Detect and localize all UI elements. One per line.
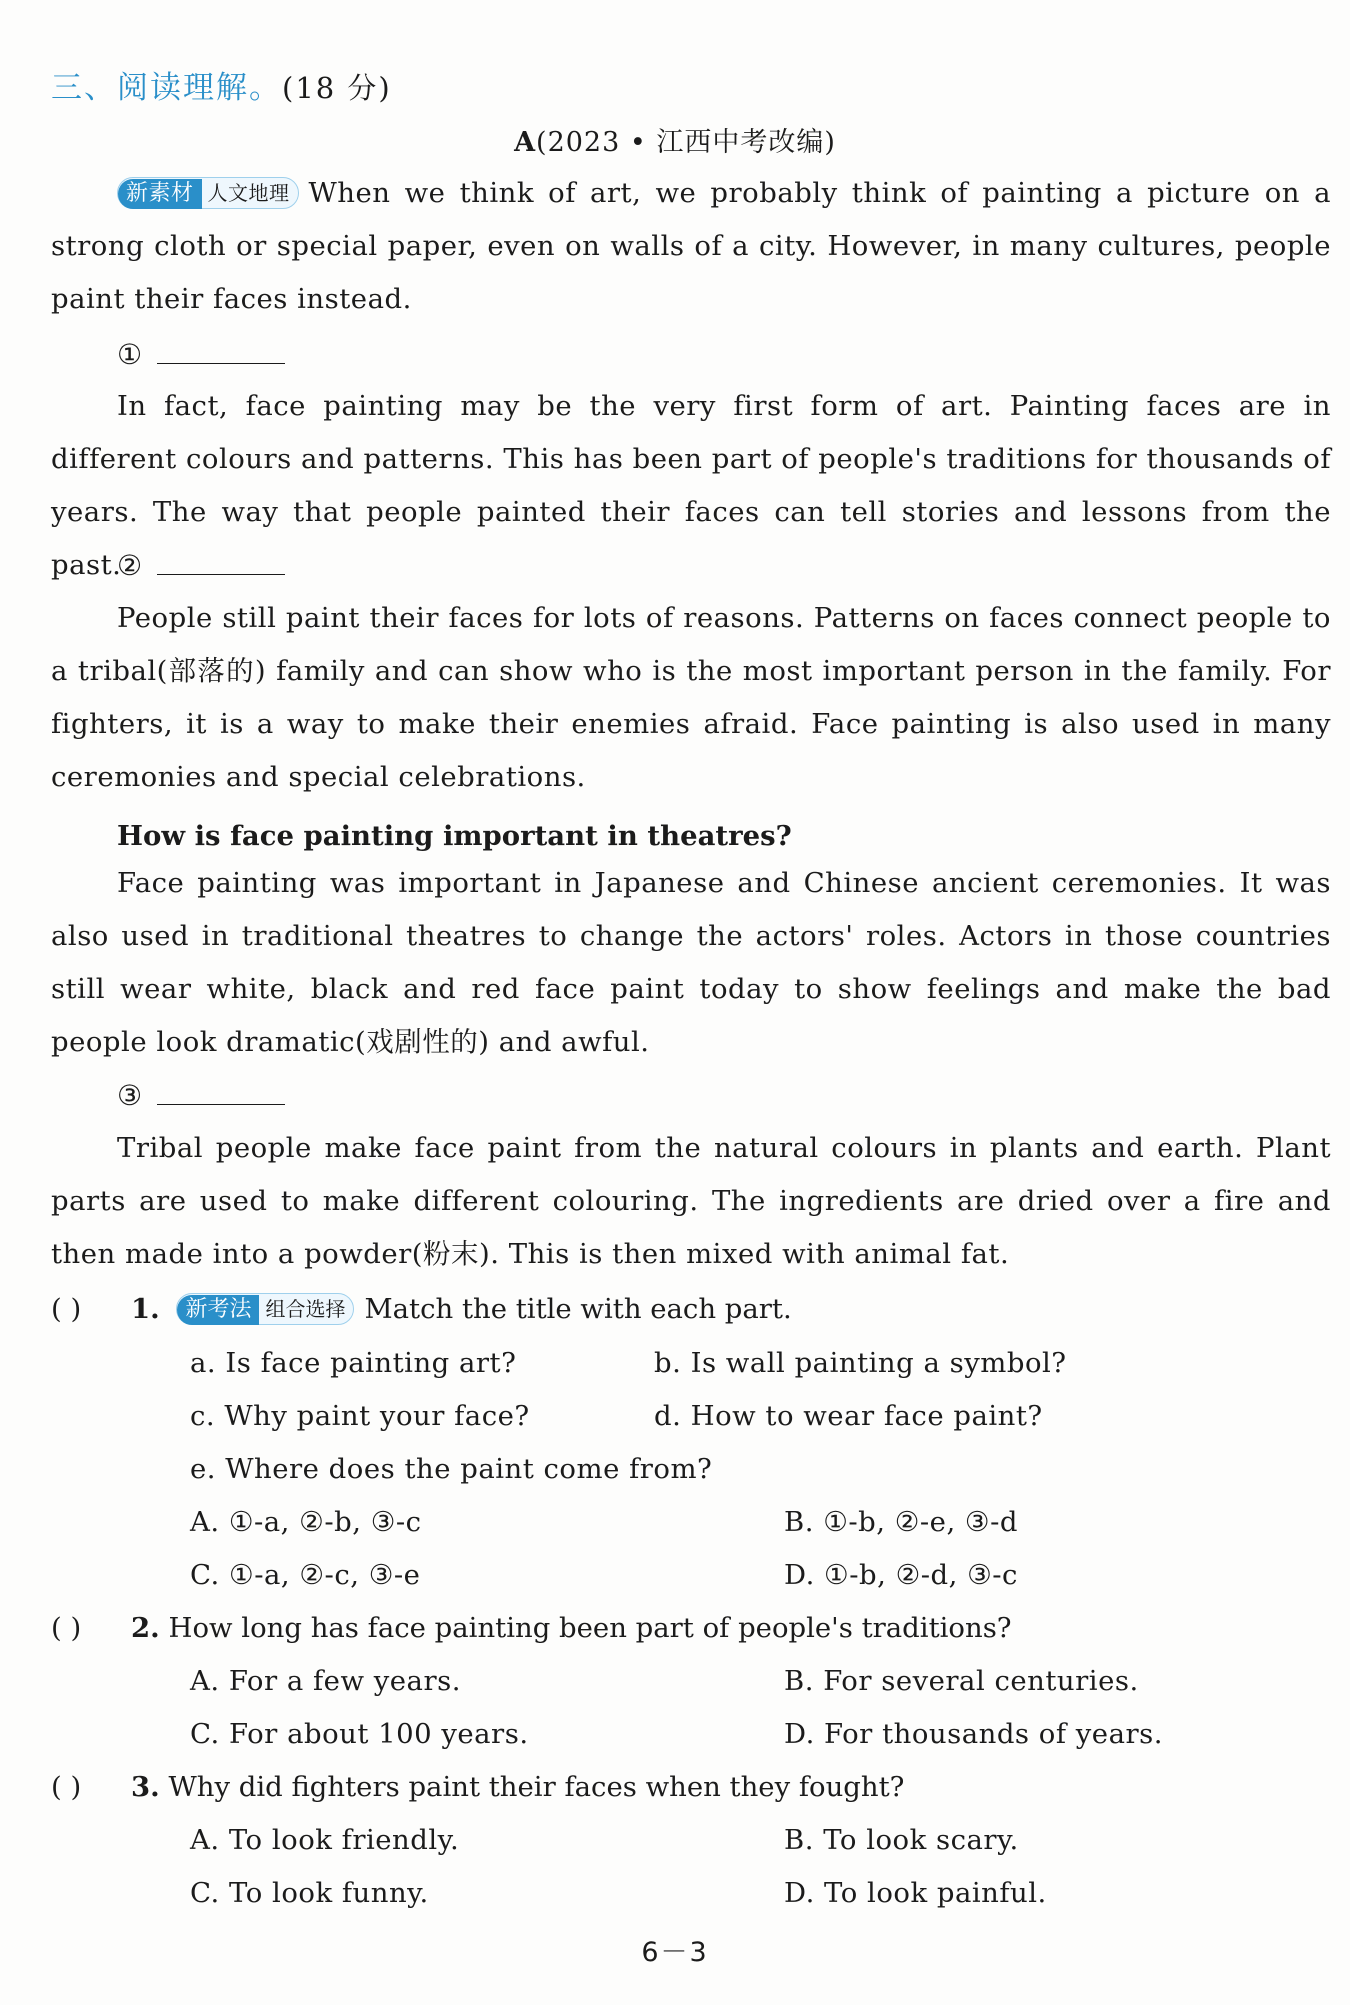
method-tag-head: 新考法 bbox=[177, 1295, 259, 1325]
paragraph-5-text: Tribal people make face paint from the natural colours in plants and earth. Plant parts are used to make different colouring. The ingredients are dried over a fire and then made into a powder(粉末). This is then mixed with animal fat. bbox=[51, 1132, 1331, 1270]
paragraph-1 bbox=[51, 167, 1331, 326]
question-2-number: 2. bbox=[131, 1612, 160, 1644]
question-3-number: 3. bbox=[131, 1771, 160, 1803]
q3-option-c[interactable]: C. To look funny. bbox=[190, 1877, 429, 1909]
question-1 bbox=[51, 1283, 792, 1336]
answer-box-1[interactable]: ( ) bbox=[51, 1293, 82, 1325]
blank-2 bbox=[117, 546, 285, 586]
page-number: 6－3 bbox=[641, 1937, 709, 1968]
section-score: (18 分) bbox=[282, 71, 392, 105]
question-2 bbox=[51, 1602, 1012, 1655]
q1-title-e: e. Where does the paint come from? bbox=[190, 1453, 713, 1485]
blank-1-line[interactable] bbox=[157, 341, 285, 364]
q2-option-c[interactable]: C. For about 100 years. bbox=[190, 1718, 529, 1750]
blank-1-number: ① bbox=[117, 338, 143, 371]
passage-source: (2023 • 江西中考改编) bbox=[536, 127, 836, 158]
q2-option-a[interactable]: A. For a few years. bbox=[190, 1665, 461, 1697]
method-tag-label: 组合选择 bbox=[265, 1297, 346, 1321]
method-tag bbox=[176, 1293, 354, 1325]
q1-option-b[interactable]: B. ①-b, ②-e, ③-d bbox=[784, 1506, 1018, 1538]
q3-option-d[interactable]: D. To look painful. bbox=[784, 1877, 1047, 1909]
q1-title-c: c. Why paint your face? bbox=[190, 1400, 530, 1432]
material-tag bbox=[117, 177, 299, 209]
paragraph-3-text: People still paint their faces for lots of reasons. Patterns on faces connect people to a tribal(部落的) family and can show who is the most important person in the family. For fighters, it is a way to make their enemies afraid. Face painting is also used in many ceremonies and special celebrations. bbox=[51, 602, 1331, 793]
q1-option-c[interactable]: C. ①-a, ②-c, ③-e bbox=[190, 1559, 421, 1591]
blank-3 bbox=[117, 1076, 285, 1116]
material-tag-label: 人文地理 bbox=[207, 181, 290, 205]
section-title-text: 三、阅读理解。 bbox=[51, 70, 282, 106]
question-1-stem: Match the title with each part. bbox=[364, 1293, 792, 1325]
q1-option-a[interactable]: A. ①-a, ②-b, ③-c bbox=[190, 1506, 422, 1538]
paragraph-heading: How is face painting important in theatres? bbox=[117, 820, 792, 852]
q1-title-d: d. How to wear face paint? bbox=[654, 1400, 1043, 1432]
q3-option-a[interactable]: A. To look friendly. bbox=[190, 1824, 460, 1856]
paragraph-3 bbox=[51, 592, 1331, 804]
question-2-stem: How long has face painting been part of people's traditions? bbox=[168, 1612, 1012, 1644]
q3-option-b[interactable]: B. To look scary. bbox=[784, 1824, 1019, 1856]
passage-letter: A bbox=[514, 127, 537, 158]
blank-2-line[interactable] bbox=[157, 552, 285, 575]
blank-3-line[interactable] bbox=[157, 1082, 285, 1105]
blank-3-number: ③ bbox=[117, 1079, 143, 1112]
paragraph-4-text: Face painting was important in Japanese and Chinese ancient ceremonies. It was also used in traditional theatres to change the actors' roles. Actors in those countries still wear white, black and red face paint today to show feelings and make the bad people look dramatic(戏剧性的) and awful. bbox=[51, 867, 1331, 1058]
question-3 bbox=[51, 1761, 904, 1814]
blank-2-number: ② bbox=[117, 549, 143, 582]
question-3-stem: Why did fighters paint their faces when they fought? bbox=[168, 1771, 905, 1803]
q2-option-b[interactable]: B. For several centuries. bbox=[784, 1665, 1139, 1697]
q1-title-a: a. Is face painting art? bbox=[190, 1347, 517, 1379]
q1-option-d[interactable]: D. ①-b, ②-d, ③-c bbox=[784, 1559, 1018, 1591]
question-1-number: 1. bbox=[131, 1293, 160, 1325]
material-tag-head: 新素材 bbox=[118, 179, 202, 209]
blank-1 bbox=[117, 335, 285, 375]
section-title bbox=[51, 62, 392, 107]
q1-title-b: b. Is wall painting a symbol? bbox=[654, 1347, 1067, 1379]
q2-option-d[interactable]: D. For thousands of years. bbox=[784, 1718, 1163, 1750]
passage-title bbox=[0, 120, 1350, 159]
answer-box-2[interactable]: ( ) bbox=[51, 1612, 82, 1644]
paragraph-2-text: In fact, face painting may be the very first form of art. Painting faces are in different colours and patterns. This has been part of people's traditions for thousands of years. The way that people painted their faces can tell stories and lessons from the past. bbox=[51, 390, 1331, 581]
paragraph-1-text: When we think of art, we probably think of painting a picture on a strong cloth or special paper, even on walls of a city. However, in many cultures, people paint their faces instead. bbox=[51, 177, 1331, 315]
answer-box-3[interactable]: ( ) bbox=[51, 1771, 82, 1803]
paragraph-4 bbox=[51, 857, 1331, 1069]
paragraph-5 bbox=[51, 1122, 1331, 1281]
